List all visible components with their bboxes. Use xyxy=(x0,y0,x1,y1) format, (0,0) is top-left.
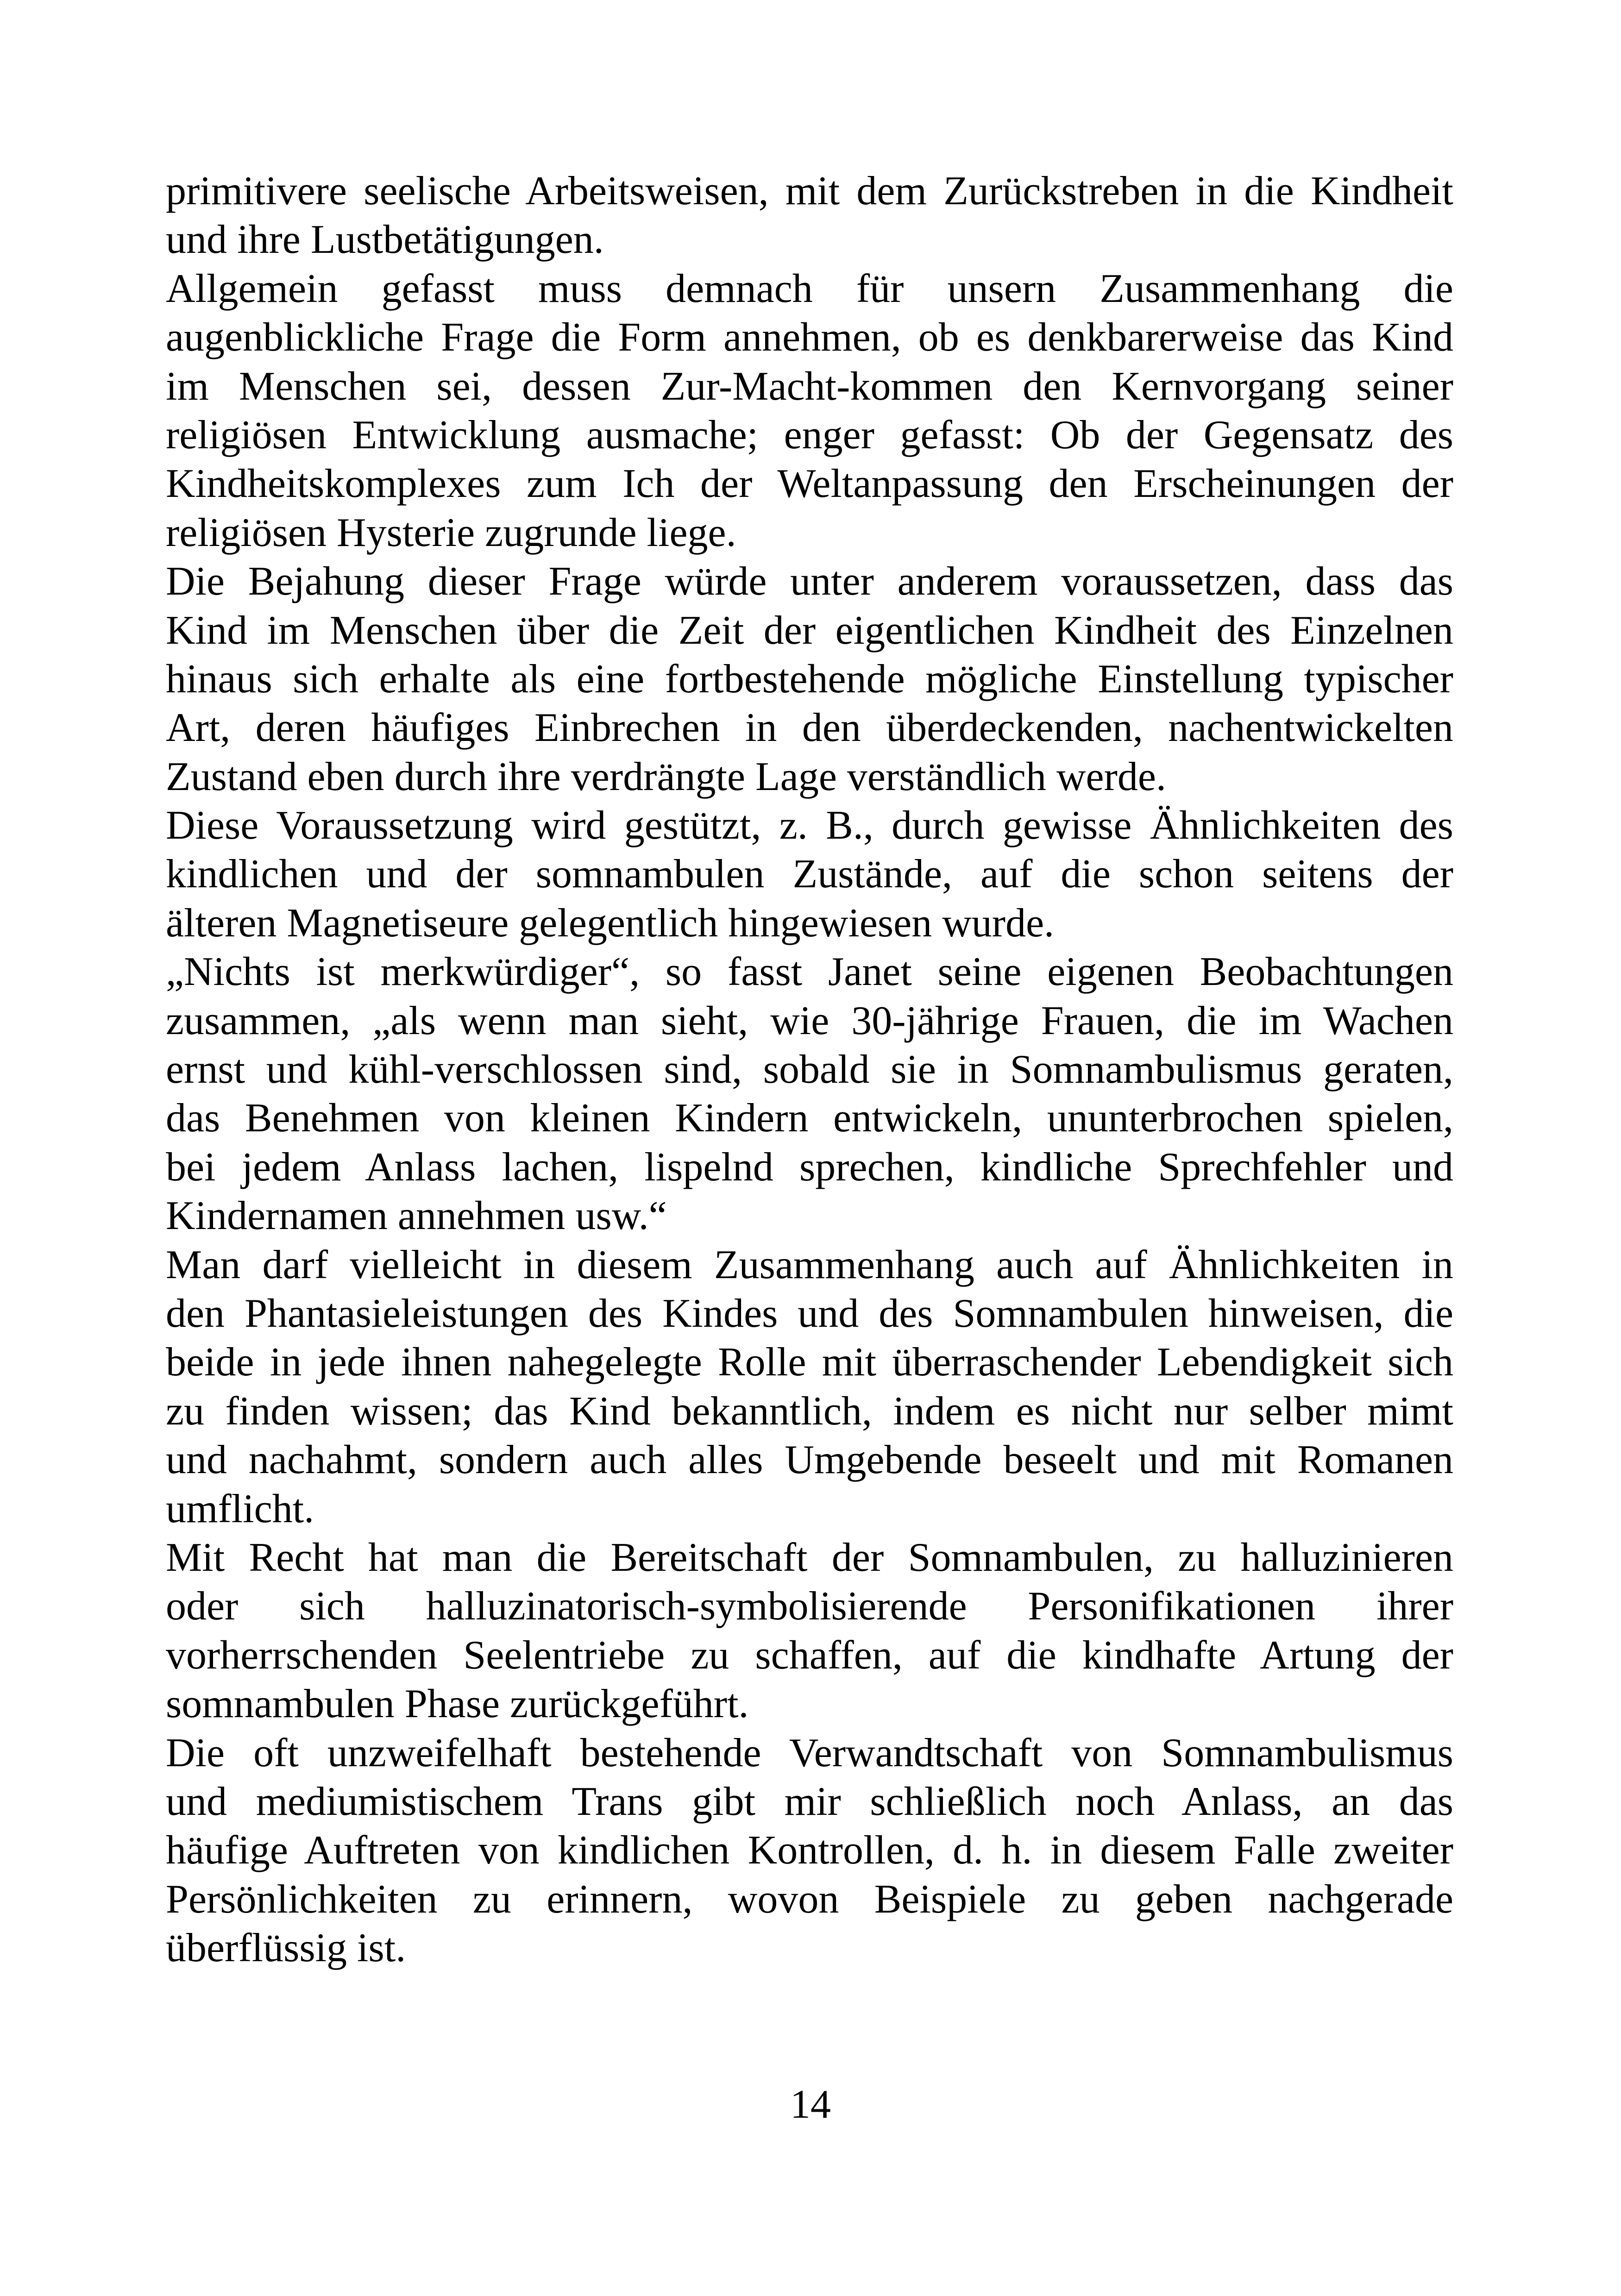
text-line: ernst und kühl-verschlossen sind, sobald sie in Somnambulismus geraten, xyxy=(166,1047,1453,1092)
text-line: Die Bejahung dieser Frage würde unter anderem voraussetzen, dass das xyxy=(166,559,1453,604)
text-line: kindlichen und der somnambulen Zustände, auf die schon seitens der xyxy=(166,852,1453,897)
paragraph xyxy=(166,557,1453,801)
paragraph xyxy=(166,1241,1453,1533)
paragraph xyxy=(166,264,1453,557)
text-line: Zustand eben durch ihre verdrängte Lage verständlich werde. xyxy=(166,754,1166,799)
text-line: und nachahmt, sondern auch alles Umgebende beseelt und mit Romanen xyxy=(166,1437,1453,1483)
text-line: und mediumistischem Trans gibt mir schließlich noch Anlass, an das xyxy=(166,1779,1453,1824)
text-line: überflüssig ist. xyxy=(166,1926,406,1971)
text-line: beide in jede ihnen nahegelegte Rolle mit überraschender Lebendigkeit sich xyxy=(166,1340,1453,1385)
text-line: Kindheitskomplexes zum Ich der Weltanpassung den Erscheinungen der xyxy=(166,461,1453,507)
body-text xyxy=(166,167,1453,1972)
paragraph xyxy=(166,1533,1453,1729)
text-line: und ihre Lustbetätigungen. xyxy=(166,217,604,263)
text-line: Diese Voraussetzung wird gestützt, z. B., durch gewisse Ähnlichkeiten des xyxy=(166,803,1453,848)
text-line: zusammen, „als wenn man sieht, wie 30-jährige Frauen, die im Wachen xyxy=(166,998,1453,1043)
text-line: augenblickliche Frage die Form annehmen, ob es denkbarerweise das Kind xyxy=(166,315,1453,360)
paragraph xyxy=(166,167,1453,264)
text-line: vorherrschenden Seelentriebe zu schaffen, auf die kindhafte Artung der xyxy=(166,1632,1453,1678)
paragraph xyxy=(166,1729,1453,1973)
text-line: Die oft unzweifelhaft bestehende Verwandtschaft von Somnambulismus xyxy=(166,1730,1453,1775)
paragraph xyxy=(166,947,1453,1240)
text-line: Allgemein gefasst muss demnach für unsern Zusammenhang die xyxy=(166,266,1453,311)
text-line: zu finden wissen; das Kind bekanntlich, indem es nicht nur selber mimt xyxy=(166,1388,1453,1434)
text-line: Man darf vielleicht in diesem Zusammenhang auch auf Ähnlichkeiten in xyxy=(166,1242,1453,1287)
text-line: Persönlichkeiten zu erinnern, wovon Beispiele zu geben nachgerade xyxy=(166,1876,1453,1922)
text-line: im Menschen sei, dessen Zur-Macht-kommen den Kernvorgang seiner xyxy=(166,364,1453,409)
text-line: religiösen Entwicklung ausmache; enger gefasst: Ob der Gegensatz des xyxy=(166,412,1453,458)
text-line: älteren Magnetiseure gelegentlich hingewiesen wurde. xyxy=(166,900,1055,946)
text-line: oder sich halluzinatorisch-symbolisierende Personifikationen ihrer xyxy=(166,1584,1453,1629)
text-line: umflicht. xyxy=(166,1486,314,1531)
page-number: 14 xyxy=(790,2082,831,2127)
paragraph xyxy=(166,801,1453,947)
text-line: häufige Auftreten von kindlichen Kontrollen, d. h. in diesem Falle zweiter xyxy=(166,1828,1453,1873)
text-line: hinaus sich erhalte als eine fortbestehende mögliche Einstellung typischer xyxy=(166,656,1453,702)
text-line: das Benehmen von kleinen Kindern entwickeln, ununterbrochen spielen, xyxy=(166,1096,1453,1141)
text-line: religiösen Hysterie zugrunde liege. xyxy=(166,510,736,555)
text-line: den Phantasieleistungen des Kindes und des Somnambulen hinweisen, die xyxy=(166,1291,1453,1336)
text-line: Kindernamen annehmen usw.“ xyxy=(166,1193,667,1239)
text-line: somnambulen Phase zurückgeführt. xyxy=(166,1681,749,1727)
text-line: Mit Recht hat man die Bereitschaft der Somnambulen, zu halluzinieren xyxy=(166,1535,1453,1580)
text-line: bei jedem Anlass lachen, lispelnd sprechen, kindliche Sprechfehler und xyxy=(166,1144,1453,1190)
text-line: „Nichts ist merkwürdiger“, so fasst Janet seine eigenen Beobachtungen xyxy=(166,949,1453,995)
text-line: primitivere seelische Arbeitsweisen, mit dem Zurückstreben in die Kindheit xyxy=(166,169,1453,213)
text-line: Kind im Menschen über die Zeit der eigentlichen Kindheit des Einzelnen xyxy=(166,608,1453,653)
text-line: Art, deren häufiges Einbrechen in den überdeckenden, nachentwickelten xyxy=(166,705,1453,751)
